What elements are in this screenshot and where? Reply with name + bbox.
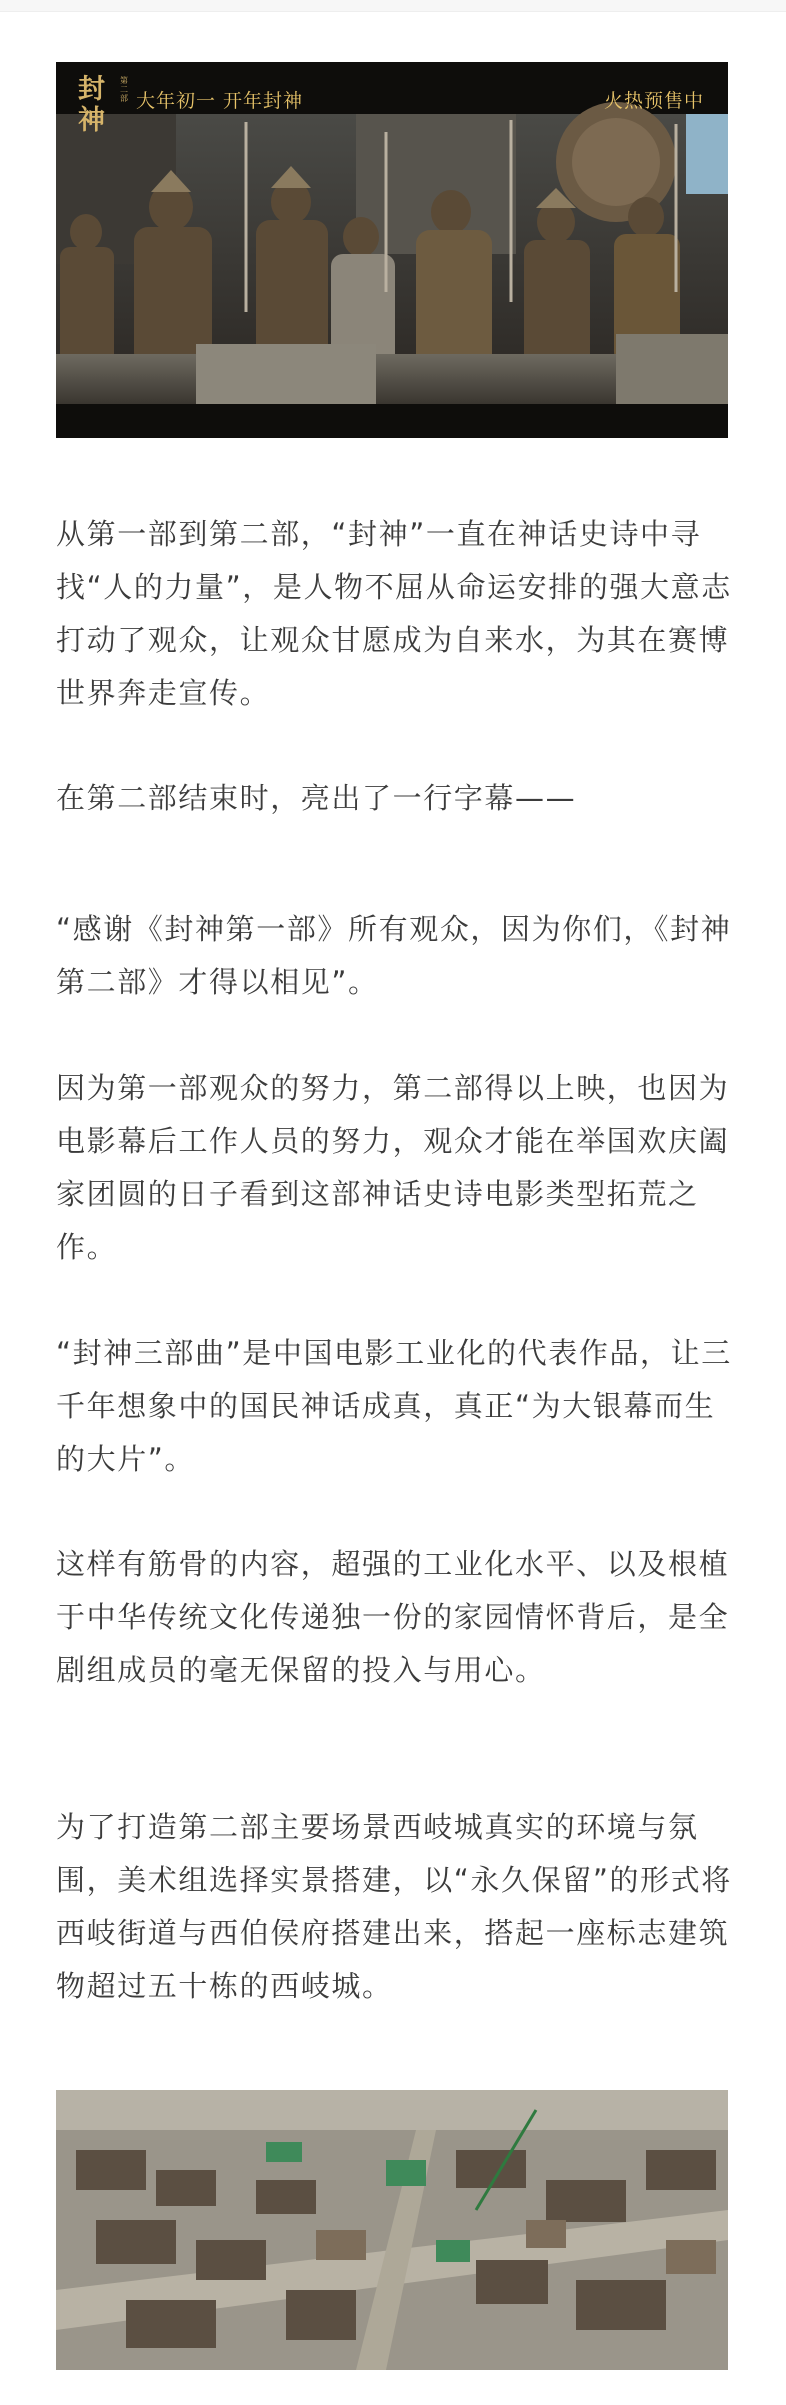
film-logo-text: 封神 xyxy=(78,74,105,136)
article-paragraph: “封神三部曲”是中国电影工业化的代表作品，让三千年想象中的国民神话成真，真正“为大银幕而生的大片”。 xyxy=(56,1336,732,1476)
movie-still-image xyxy=(56,62,728,438)
article-paragraph: 为了打造第二部主要场景西岐城真实的环境与氛围，美术组选择实景搭建，以“永久保留”的形式将西岐街道与西伯侯府搭建出来，搭起一座标志建筑物超过五十栋的西岐城。 xyxy=(56,1810,732,2003)
banner-presale-label: 火热预售中 xyxy=(603,90,704,112)
article-paragraph: “感谢《封神第一部》所有观众，因为你们，《封神第二部》才得以相见”。 xyxy=(56,912,732,999)
article-paragraph: 这样有筋骨的内容，超强的工业化水平、以及根植于中华传统文化传递独一份的家园情怀背后，是全剧组成员的毫无保留的投入与用心。 xyxy=(56,1547,730,1687)
film-logo-subtag: 第二部 xyxy=(120,76,128,103)
movie-scene-illustration xyxy=(56,62,728,438)
aerial-town-illustration xyxy=(56,2090,728,2370)
article-paragraph: 从第一部到第二部，“封神”一直在神话史诗中寻找“人的力量”，是人物不屈从命运安排的强大意志打动了观众，让观众甘愿成为自来水，为其在赛博世界奔走宣传。 xyxy=(56,517,732,710)
top-divider xyxy=(0,0,786,12)
article-paragraph: 在第二部结束时，亮出了一行字幕—— xyxy=(56,781,577,815)
article-paragraph: 因为第一部观众的努力，第二部得以上映，也因为电影幕后工作人员的努力，观众才能在举国欢庆阖家团圆的日子看到这部神话史诗电影类型拓荒之作。 xyxy=(56,1071,730,1264)
aerial-set-photo xyxy=(56,2090,728,2370)
banner-tagline: 大年初一 开年封神 xyxy=(136,90,304,112)
